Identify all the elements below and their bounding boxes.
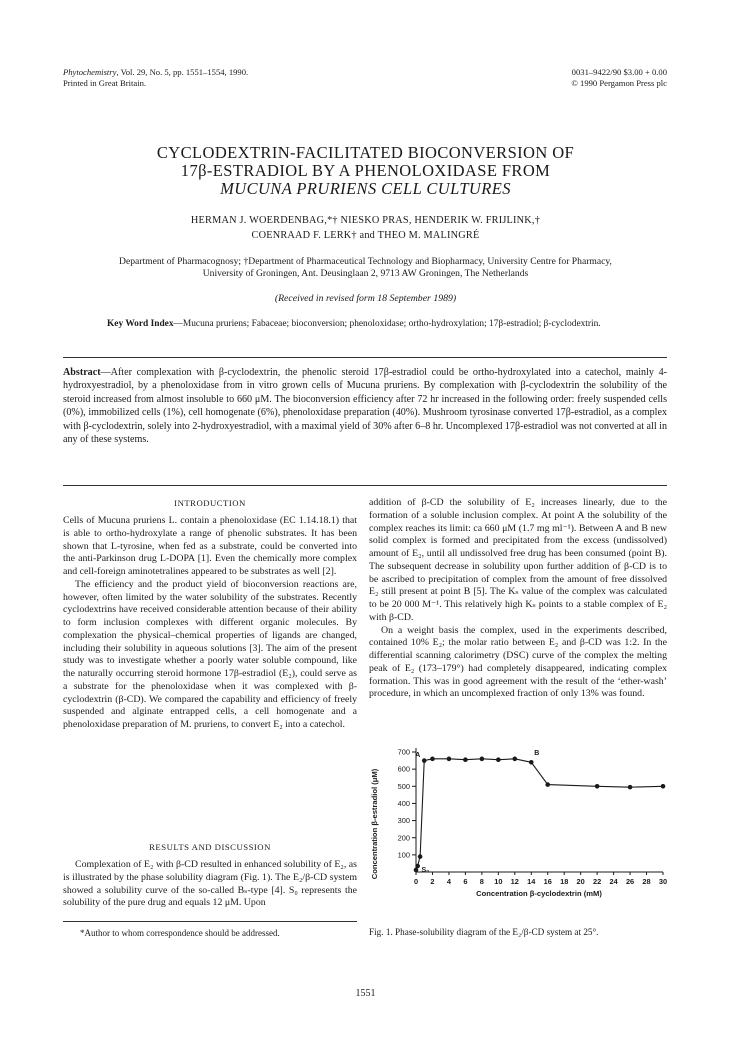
chart-data-point <box>414 868 419 873</box>
chart-x-tick-label: 22 <box>593 877 602 886</box>
authors-line-1: HERMAN J. WOERDENBAG,*† NIESKO PRAS, HENDERIK W. FRIJLINK,† <box>190 215 541 226</box>
chart-annotation: B <box>534 749 540 757</box>
chart-x-tick-label: 30 <box>658 877 668 886</box>
chart-x-tick-label: 0 <box>413 877 419 886</box>
chart-x-tick-label: 4 <box>446 877 451 886</box>
chart-y-tick-label: 400 <box>397 799 410 809</box>
chart-series-line <box>416 759 663 870</box>
chart-x-tick-label: 12 <box>510 877 519 886</box>
results-heading: RESULTS AND DISCUSSION <box>149 842 271 852</box>
chart-data-point <box>415 864 420 869</box>
chart-x-tick-label: 20 <box>576 877 585 886</box>
chart-x-tick-label: 28 <box>642 877 651 886</box>
chart-x-tick-label: 8 <box>479 877 484 886</box>
chart-data-point <box>661 784 666 789</box>
chart-y-tick-label: 700 <box>397 747 410 757</box>
results-body <box>63 859 357 910</box>
chart-x-tick-label: 2 <box>430 877 435 886</box>
abstract-label: Abstract <box>63 367 101 378</box>
chart-y-axis-label: Concentration β-estradiol (μM) <box>370 768 379 880</box>
results-paragraph-1: Complexation of E₂ with β-CD resulted in enhanced solubility of E₂, as is illustrated by the phase solubility diagram (Fig. 1). The E₂/β-CD system showed a solubility curve of the so-called Bₛ-type [4]. S₀ represents the solubility of the pure drug and equals 12 μM. Upon <box>63 859 357 909</box>
abstract <box>63 366 667 446</box>
chart-y-tick-label: 200 <box>397 833 410 843</box>
chart-data-point <box>418 854 423 859</box>
chart-x-tick-label: 24 <box>609 877 618 886</box>
figure-1-caption: Fig. 1. Phase-solubility diagram of the E₂/β-CD system at 25°. <box>369 927 599 937</box>
chart-data-point <box>595 784 600 789</box>
keywords-label: Key Word Index <box>107 319 174 329</box>
chart-data-point <box>422 758 427 763</box>
figure-1-chart <box>360 742 675 902</box>
footnote-rule <box>63 921 357 922</box>
chart-data-point <box>628 785 633 790</box>
chart-x-tick-label: 16 <box>543 877 552 886</box>
abstract-top-rule <box>63 357 667 358</box>
chart-x-tick-label: 10 <box>494 877 503 886</box>
journal-code: 0031–9422/90 $3.00 + 0.00 <box>571 67 667 77</box>
affiliation-line-2: University of Groningen, Ant. Deusinglaan 2, 9713 AW Groningen, The Netherlands <box>202 268 529 279</box>
chart-y-tick-label: 500 <box>397 781 410 791</box>
right-column-body <box>369 497 667 701</box>
chart-x-tick-label: 6 <box>463 877 468 886</box>
chart-data-point <box>480 757 485 762</box>
chart-data-point <box>430 757 435 762</box>
copyright: © 1990 Pergamon Press plc <box>571 78 667 88</box>
chart-data-point <box>529 760 534 765</box>
introduction-body <box>63 515 357 732</box>
chart-annotation: A <box>415 751 421 759</box>
chart-y-tick-label: 300 <box>397 816 410 826</box>
chart-data-point <box>545 782 550 787</box>
introduction-heading: INTRODUCTION <box>174 498 246 508</box>
citation-details: , Vol. 29, No. 5, pp. 1551–1554, 1990. <box>116 67 249 77</box>
footnote: *Author to whom correspondence should be addressed. <box>80 928 280 938</box>
keywords-text: —Mucuna pruriens; Fabaceae; bioconversion; phenoloxidase; ortho-hydroxylation; 17β-estradiol; β-cyclodextrin. <box>173 319 601 329</box>
abstract-text: —After complexation with β-cyclodextrin, the phenolic steroid 17β-estradiol could be ortho-hydroxylated into a catechol, mainly 4-hydroxyestradiol, by a phenoloxidase from in vitro grown cells of Mucuna pruriens. By complexation with β-cyclodextrin the solubility of the steroid increased from almost insoluble to 660 μM. The bioconversion efficiency after 72 hr increased in the following order: freely suspended cells (0%), immobilized cells (1%), cell homogenate (6%), phenoloxidase preparation (40%). Mushroom tyrosinase converted 17β-estradiol, as a complex with β-cyclodextrin, solely into 2-hydroxyestradiol, with a maximal yield of 30% after 6–8 hr. Uncomplexed 17β-estradiol was not converted at all in any of these systems. <box>63 367 667 446</box>
right-paragraph-1: addition of β-CD the solubility of E₂ increases linearly, due to the formation of a soluble inclusion complex. At point A the solubility of the complex reaches its limit: ca 660 μM (1.7 mg ml⁻¹). Between A and B new solid complex is formed and precipitated from the excess (undissolved) amount of E₂, until all undissolved free drug has been consumed (point B). The subsequent decrease in solubility upon further addition of β-CD is to be ascribed to precipitation of complex from the amount of free dissolved E₂ still present at point B [5]. The Kₛ value of the complex was calculated to be 20 000 M⁻¹. This relatively high Kₛ points to a stable complex of E₂ with β-CD. <box>369 497 667 623</box>
received-date: (Received in revised form 18 September 1989) <box>274 293 457 304</box>
chart-x-tick-label: 18 <box>560 877 569 886</box>
journal-name: Phytochemistry <box>63 67 117 77</box>
authors-line-2: COENRAAD F. LERK† and THEO M. MALINGRÉ <box>251 230 480 241</box>
chart-data-point <box>513 757 518 762</box>
page-number: 1551 <box>355 988 376 999</box>
title-line-3: MUCUNA PRURIENS CELL CULTURES <box>220 179 511 198</box>
title-line-1: CYCLODEXTRIN-FACILITATED BIOCONVERSION OF <box>156 143 575 162</box>
title-line-2: 17β-ESTRADIOL BY A PHENOLOXIDASE FROM <box>180 161 551 180</box>
chart-data-point <box>463 757 468 762</box>
chart-y-tick-label: 600 <box>397 764 410 774</box>
chart-x-tick-label: 14 <box>527 877 536 886</box>
right-paragraph-2: On a weight basis the complex, used in the experiments described, contained 10% E₂; the molar ratio between E₂ and β-CD was 1:2. In the differential scanning calorimetry (DSC) curve of the complex the melting peak of E₂ (173–179°) had completely disappeared, indicating complex formation. This was in good agreement with the result of the ‘ether-wash’ procedure, in which an uncomplexed fraction of only 13% was found. <box>369 624 667 700</box>
journal-citation <box>63 67 248 78</box>
chart-x-axis-label: Concentration β-cyclodextrin (mM) <box>476 889 602 898</box>
introduction-paragraph-1: Cells of Mucuna pruriens L. contain a phenoloxidase (EC 1.14.18.1) that is able to ortho-hydroxylate a range of phenolic substrates. It has been shown that L-tyrosine, when fed as a substrate, could be converted into the anti-Parkinson drug L-DOPA [1]. Even the chemically more complex and cell-foreign aminotetralines appeared to be substrates as well [2]. <box>63 515 357 577</box>
chart-data-point <box>447 757 452 762</box>
keywords <box>107 318 647 331</box>
affiliation-line-1: Department of Pharmacognosy; †Department of Pharmaceutical Technology and Biopharmacy, University Centre for Pharmacy, <box>119 256 612 267</box>
abstract-bottom-rule <box>63 485 667 486</box>
chart-x-tick-label: 26 <box>625 877 635 886</box>
chart-annotation: S₀ <box>421 866 430 874</box>
chart-y-tick-label: 100 <box>397 850 410 860</box>
chart-data-point <box>496 757 501 762</box>
introduction-paragraph-2: The efficiency and the product yield of bioconversion reactions are, however, often limited by the water solubility of the substrates. Recently cyclodextrins have received considerable attention because of their ability to form inclusion complexes with different organic molecules. By complexation the physical–chemical properties of ligands are changed, including their solubility in aqueous solutions [3]. The aim of the present study was to investigate whether a poorly water soluble compound, like the naturally occurring steroid hormone 17β-estradiol (E₂), could serve as a substrate for the phenoloxidase when it was complexed with β-cyclodextrin (β-CD). We compared the capability and efficiency of freely suspended and alginate entrapped cells, a cell homogenate and a phenoloxidase preparation of M. pruriens, to convert E₂ into a catechol. <box>63 578 357 730</box>
printed-line: Printed in Great Britain. <box>63 78 147 88</box>
